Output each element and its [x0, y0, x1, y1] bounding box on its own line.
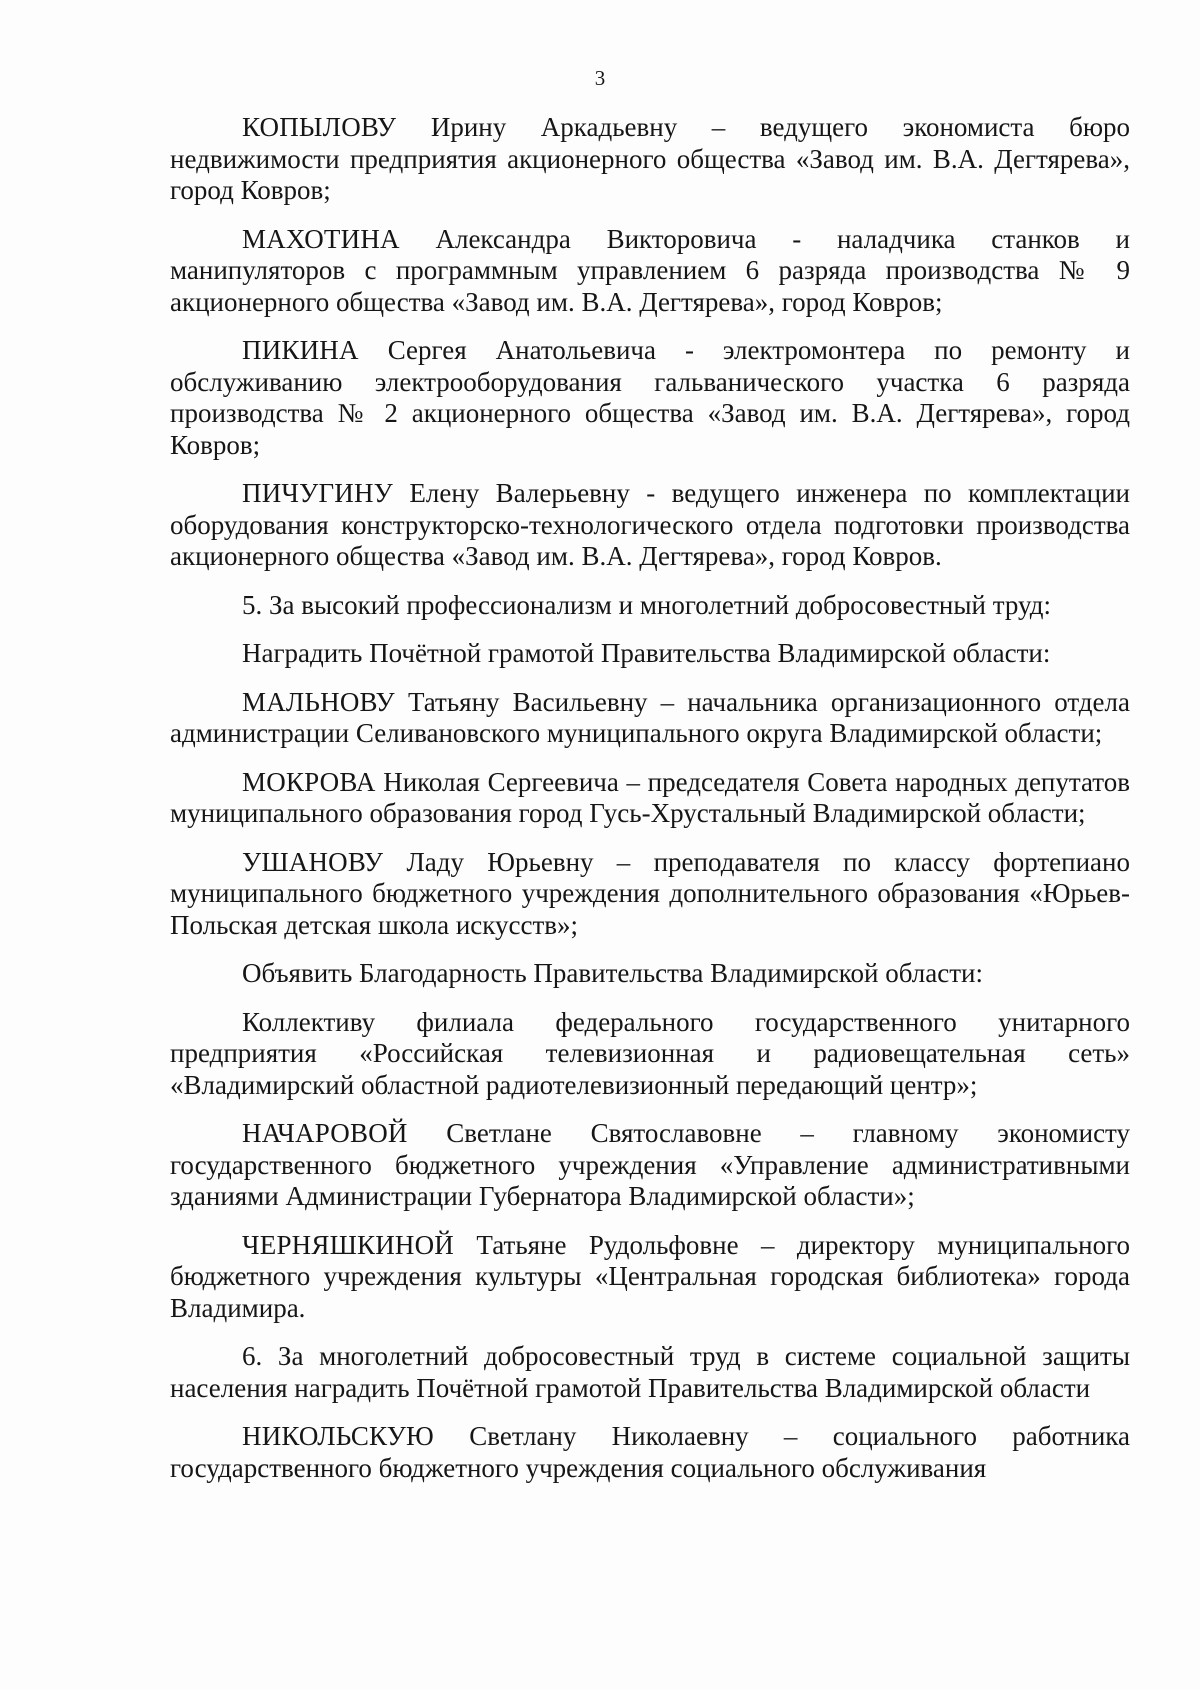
paragraph [170, 1007, 1130, 1102]
paragraph-text: Елену Валерьевну - ведущего инженера по комплектации оборудования конструкторско-технологического отдела подготовки производства акционерного общества «Завод им. В.А. Дегтярева», город Ковров. [170, 478, 1130, 571]
awardee-surname: НИКОЛЬСКУЮ [242, 1421, 434, 1451]
paragraph [170, 224, 1130, 319]
paragraph [170, 112, 1130, 207]
paragraph [170, 1230, 1130, 1325]
paragraph-text: Наградить Почётной грамотой Правительства Владимирской области: [242, 638, 1051, 668]
paragraph [170, 335, 1130, 461]
paragraph-text: Ирину Аркадьевну – ведущего экономиста бюро недвижимости предприятия акционерного общества «Завод им. В.А. Дегтярева», город Ковров; [170, 112, 1130, 205]
paragraph [170, 847, 1130, 942]
paragraph [170, 590, 1130, 622]
paragraph [170, 687, 1130, 750]
paragraph-text: Объявить Благодарность Правительства Владимирской области: [242, 958, 983, 988]
awardee-surname: МАХОТИНА [242, 223, 400, 254]
paragraph-text: 6. За многолетний добросовестный труд в системе социальной защиты населения наградить Почётной грамотой Правительства Владимирской области [170, 1341, 1130, 1403]
awardee-surname: ЧЕРНЯШКИНОЙ [242, 1229, 455, 1260]
awardee-surname: НАЧАРОВОЙ [242, 1118, 408, 1148]
page-number: 3 [594, 66, 606, 90]
awardee-surname: МАЛЬНОВУ [242, 686, 395, 717]
paragraph [170, 638, 1130, 670]
paragraph-text: 5. За высокий профессионализм и многолетний добросовестный труд: [242, 589, 1052, 620]
document-body [170, 112, 1130, 1501]
paragraph-text: Александра Викторовича - наладчика станков и манипуляторов с программным управлением 6 разряда производства № 9 акционерного общества «Завод им. В.А. Дегтярева», город Ковров; [170, 223, 1130, 317]
paragraph-text: Коллективу филиала федерального государственного унитарного предприятия «Российская телевизионная и радиовещательная сеть» «Владимирский областной радиотелевизионный передающий центр»; [170, 1006, 1130, 1100]
paragraph-text: Татьяну Васильевну – начальника организационного отдела администрации Селивановского муниципального округа Владимирской области; [170, 686, 1130, 748]
paragraph [170, 767, 1130, 830]
paragraph [170, 1118, 1130, 1213]
awardee-surname: МОКРОВА [242, 766, 376, 797]
awardee-surname: ПИЧУГИНУ [242, 478, 393, 508]
paragraph [170, 1341, 1130, 1404]
paragraph-text: Татьяне Рудольфовне – директору муниципального бюджетного учреждения культуры «Центральная городская библиотека» города Владимира. [170, 1229, 1130, 1323]
paragraph-text: Сергея Анатольевича - электромонтера по ремонту и обслуживанию электрооборудования гальванического участка 6 разряда производства № 2 акционерного общества «Завод им. В.А. Дегтярева», город Ковров; [170, 335, 1130, 460]
paragraph [170, 1421, 1130, 1484]
awardee-surname: УШАНОВУ [242, 846, 384, 877]
paragraph [170, 478, 1130, 573]
paragraph-text: Светлане Святославовне – главному экономисту государственного бюджетного учреждения «Управление административными зданиями Администрации Губернатора Владимирской области»; [170, 1118, 1130, 1211]
awardee-surname: ПИКИНА [242, 335, 359, 365]
paragraph [170, 958, 1130, 990]
paragraph-text: Светлану Николаевну – социального работника государственного бюджетного учреждения социального обслуживания [170, 1421, 1130, 1483]
paragraph-text: Николая Сергеевича – председателя Совета народных депутатов муниципального образования город Гусь-Хрустальный Владимирской области; [170, 766, 1130, 828]
paragraph-text: Ладу Юрьевну – преподавателя по классу фортепиано муниципального бюджетного учреждения дополнительного образования «Юрьев-Польская детская школа искусств»; [170, 846, 1130, 940]
awardee-surname: КОПЫЛОВУ [242, 112, 397, 142]
